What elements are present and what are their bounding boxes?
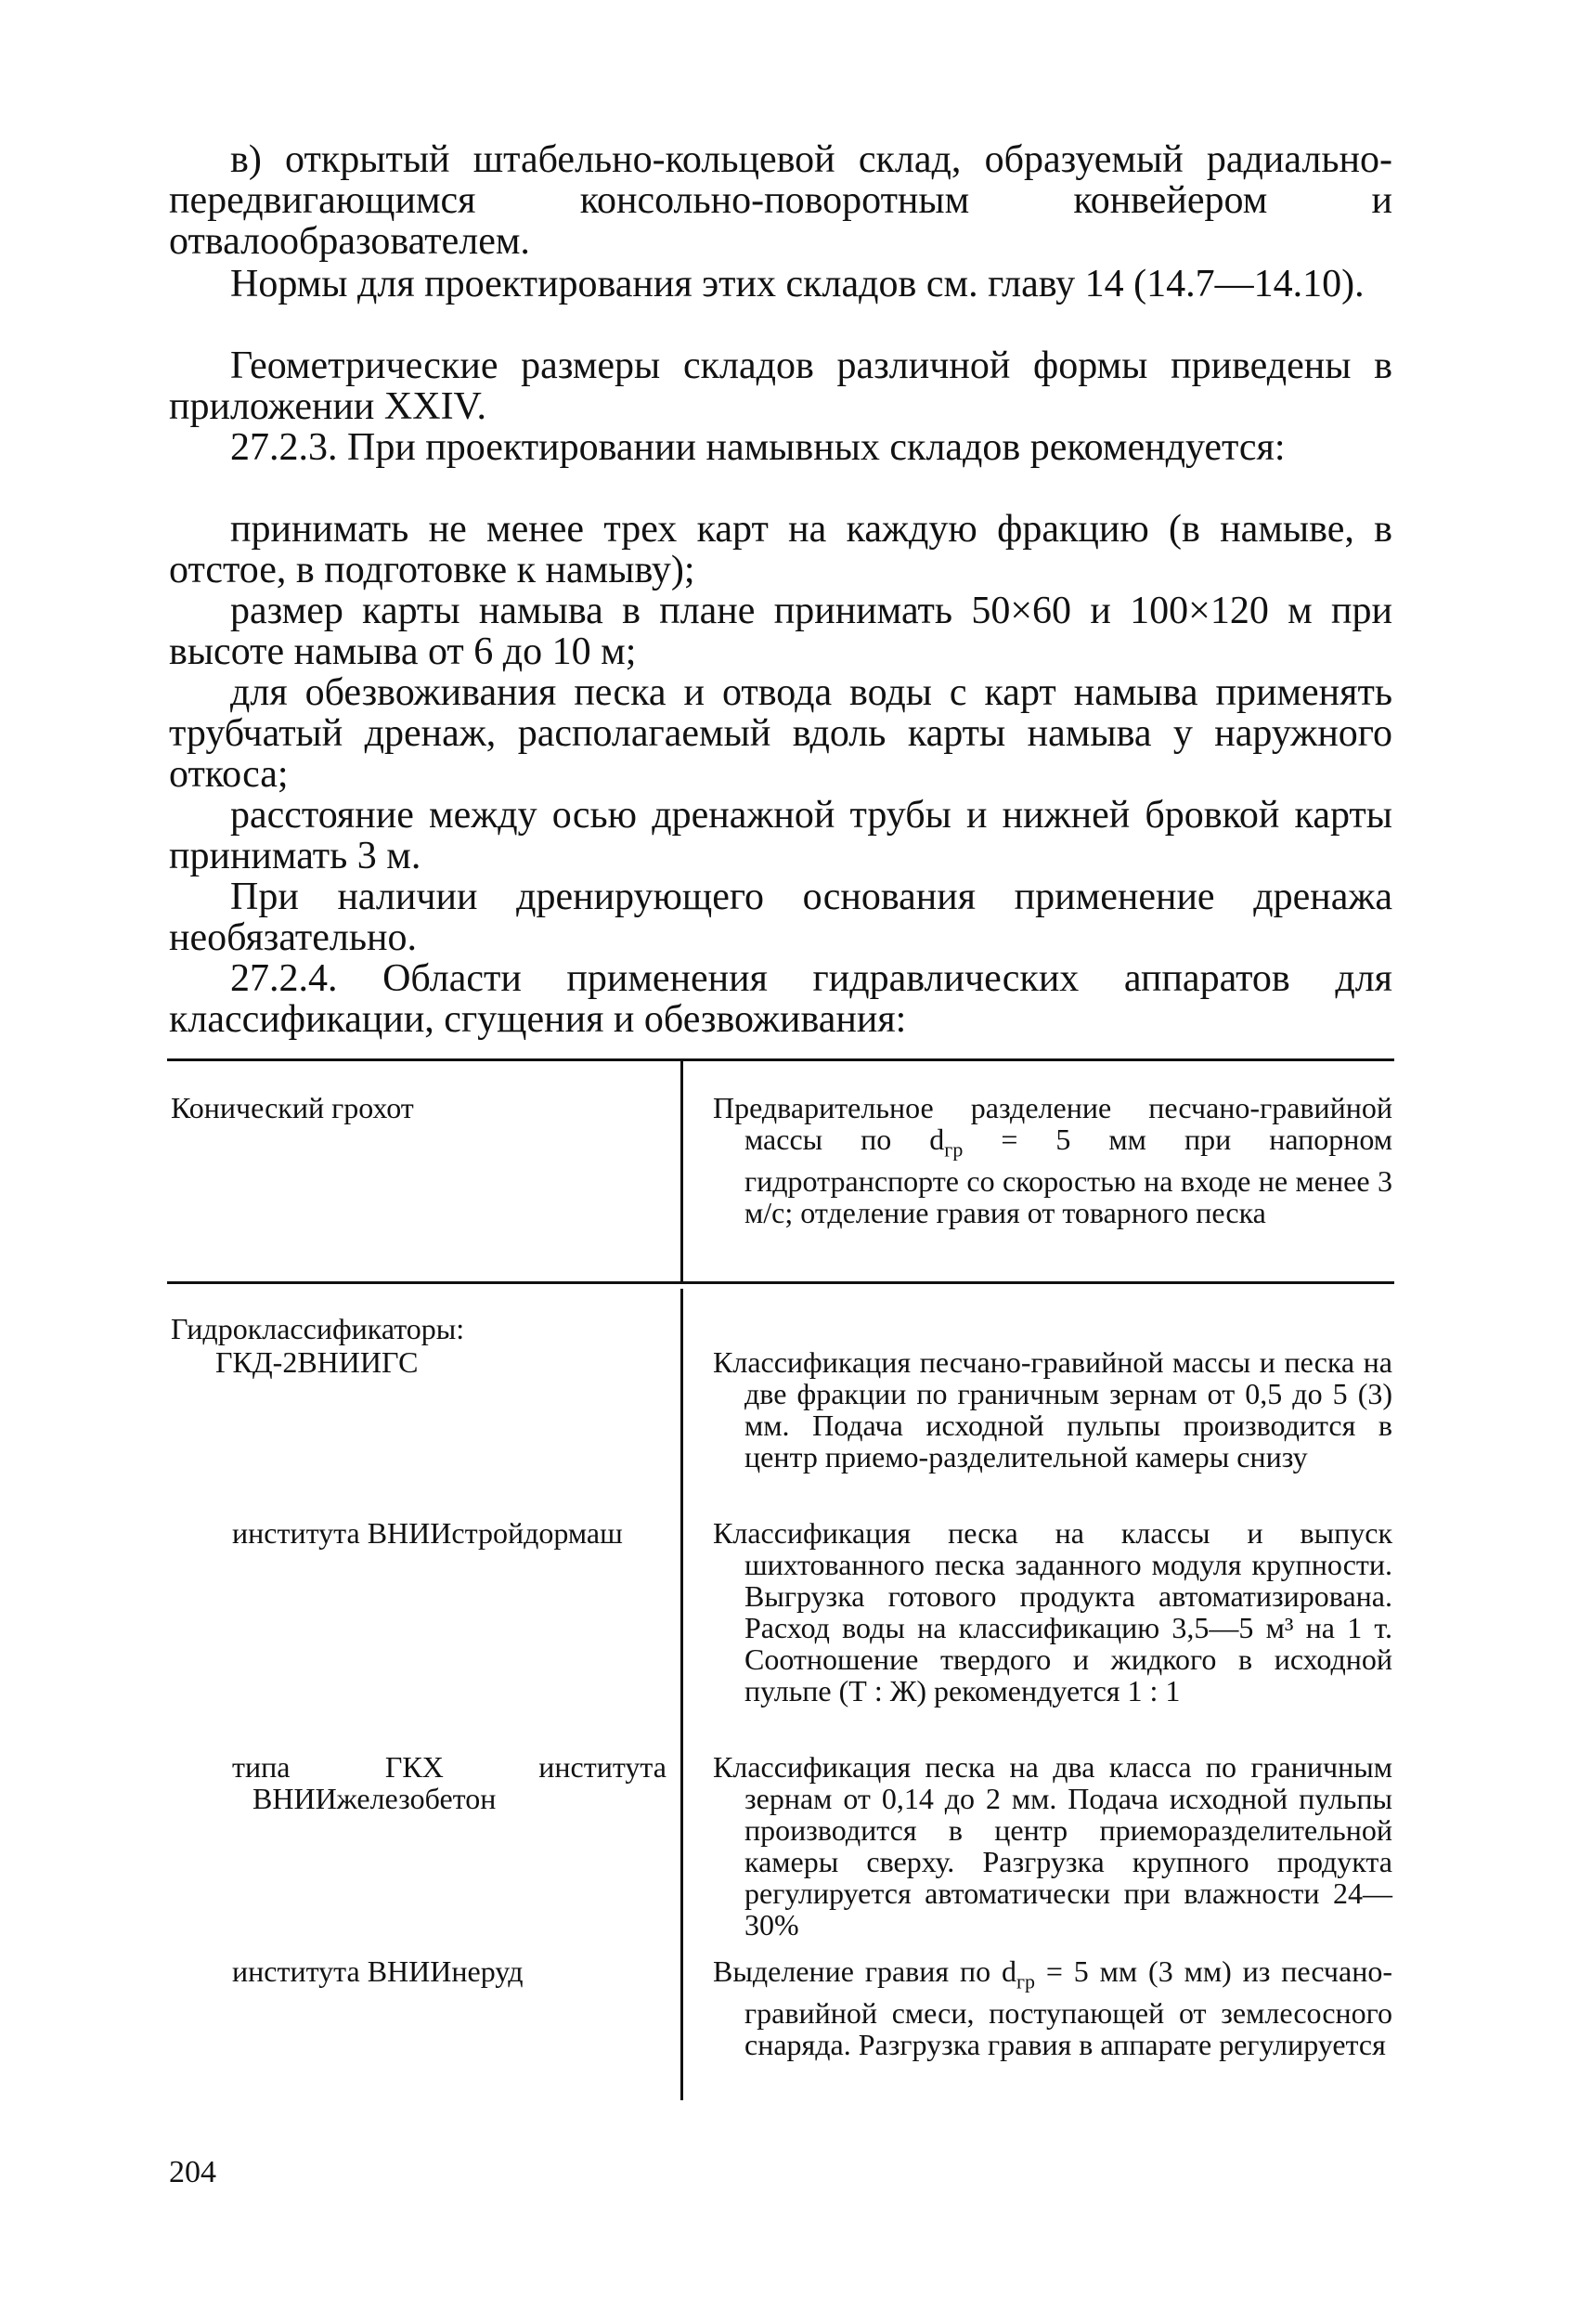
paragraph-drain-distance: расстояние между осью дренажной трубы и нижней бровкой карты принимать 3 м. bbox=[169, 794, 1392, 877]
paragraph-geometric-sizes: Геометрические размеры складов различной формы приведены в приложении XXIV. bbox=[169, 344, 1392, 428]
paragraph-section-27-2-3: 27.2.3. При проектировании намывных складов рекомендуется: bbox=[230, 426, 1286, 469]
page-number: 204 bbox=[169, 2155, 216, 2189]
table-desc-conical-screen: Предварительное разделение песчано-гравийной массы по $d_{гр} = 5$ мм при напорном гидротранспорте со скоростью на входе не менее 3 м/с; отделение гравия от товарного песка bbox=[713, 1091, 1392, 1230]
paragraph-design-norms: Нормы для проектирования этих складов см. главу 14 (14.7—14.10). bbox=[230, 263, 1365, 305]
table-term-conical-screen: Конический грохот bbox=[171, 1091, 414, 1124]
table-top-rule bbox=[167, 1058, 1394, 1061]
paragraph-section-27-2-4: 27.2.4. Области применения гидравлических аппаратов для классификации, сгущения и обезвоживания: bbox=[169, 957, 1392, 1041]
table-desc-gkd-2vniigs: Классификация песчано-гравийной массы и песка на две фракции по граничным зернам от 0,5 до 5 (3) мм. Подача исходной пульпы производится в центр приемо-разделительной камеры снизу bbox=[713, 1345, 1392, 1474]
table-column-divider bbox=[680, 1289, 683, 2100]
table-term-vniinerud: института ВНИИнеруд bbox=[232, 1954, 524, 1988]
paragraph-drain-optional: При наличии дренирующего основания применение дренажа необязательно. bbox=[169, 876, 1392, 959]
table-group-heading: Гидроклассификаторы: bbox=[171, 1312, 465, 1345]
table-desc-vniistroydormash: Классификация песка на классы и выпуск шихтованного песка заданного модуля крупности. Выгрузка готового продукта автоматизирована. Расход воды на классификацию 3,5—5 м³ на 1 т. Соотношение твердого и жидкого в исходной пульпе (Т : Ж) рекомендуется 1 : 1 bbox=[713, 1516, 1392, 1707]
table-term-gkh-vniizhelezobeton: типа ГКХ института ВНИИжелезобетон bbox=[232, 1750, 667, 1815]
table-term-vniistroydormash: института ВНИИстройдормаш bbox=[232, 1516, 623, 1550]
table-desc-vniinerud: Выделение гравия по $d_{гр} = 5$ мм (3 мм) из песчано-гравийной смеси, поступающей от землесосного снаряда. Разгрузка гравия в аппарате регулируется bbox=[713, 1954, 1393, 2062]
paragraph-warehouse-type-c: в) открытый штабельно-кольцевой склад, образуемый радиально-передвигающимся консольно-поворотным конвейером и отвалообразователем. bbox=[169, 138, 1392, 263]
table-column-divider bbox=[680, 1060, 683, 1281]
paragraph-cards-per-fraction: принимать не менее трех карт на каждую фракцию (в намыве, в отстое, в подготовке к намыву); bbox=[169, 508, 1392, 591]
table-desc-gkh-vniizhelezobeton: Классификация песка на два класса по граничным зернам от 0,14 до 2 мм. Подача исходной пульпы производится в центр приеморазделительной камеры сверху. Разгрузка крупного продукта регулируется автоматически при влажности 24—30% bbox=[713, 1750, 1392, 1941]
paragraph-card-size: размер карты намыва в плане принимать 50×60 и 100×120 м при высоте намыва от 6 до 10 м; bbox=[169, 590, 1392, 673]
table-term-gkd-2vniigs: ГКД-2ВНИИГС bbox=[215, 1345, 419, 1379]
table-middle-rule bbox=[167, 1281, 1394, 1284]
paragraph-drainage: для обезвоживания песка и отвода воды с карт намыва применять трубчатый дренаж, располагаемый вдоль карты намыва у наружного откоса; bbox=[169, 671, 1392, 796]
